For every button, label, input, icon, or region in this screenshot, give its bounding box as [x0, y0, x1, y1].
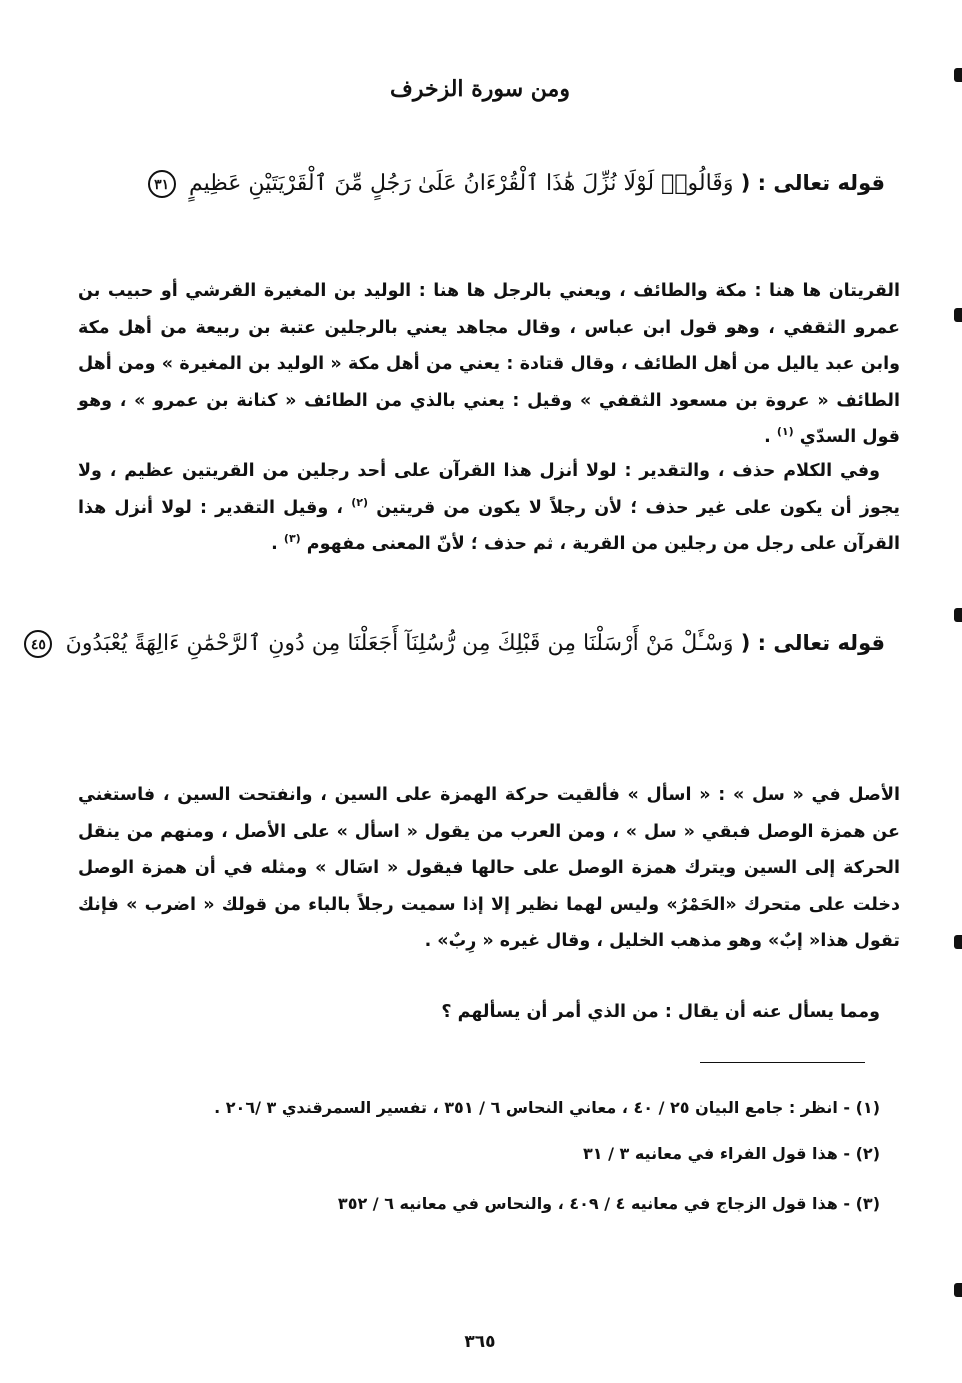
- ayah-number-marker: ٤٥: [24, 630, 52, 658]
- paragraph-tail: .: [271, 534, 278, 554]
- footnote-1: [160, 1098, 880, 1117]
- commentary-paragraph: [78, 453, 900, 563]
- verse-lead: قوله تعالى : (: [740, 171, 885, 195]
- paragraph-text: ومما يسأل عنه أن يقال : من الذي أمر أن يسألهم ؟: [441, 1002, 880, 1022]
- paragraph-tail: .: [764, 427, 771, 447]
- footnote-text: - هذا قول الزجاج في معانيه ٤ / ٤٠٩ ، والنحاس في معانيه ٦ / ٣٥٢: [337, 1194, 851, 1213]
- verse-line-31: [80, 170, 885, 198]
- commentary-paragraph: [78, 273, 900, 456]
- verse-lead: قوله تعالى : (: [740, 631, 885, 655]
- footnote-text: - انظر : جامع البيان ٢٥ / ٤٠ ، معاني النحاس ٦ / ٣٥١ ، تفسير السمرقندي ٣ /٢٠٦ .: [214, 1098, 851, 1117]
- edge-mark: [954, 68, 962, 82]
- edge-mark: [954, 1283, 962, 1297]
- commentary-paragraph: [78, 777, 900, 960]
- edge-mark: [954, 608, 962, 622]
- footnote-text: - هذا قول الفراء في معانيه ٣ / ٣١: [583, 1144, 851, 1163]
- page-header-title: ومن سورة الزخرف: [390, 76, 570, 102]
- footnote-number: (٣): [855, 1194, 880, 1213]
- footnote-number: (١): [855, 1098, 880, 1117]
- paragraph-text: الأصل في « سل » : « اسأل » فألقيت حركة الهمزة على السين ، وانفتحت السين ، فاستغني عن همزة الوصل فبقي « سل » ، ومن العرب من يقول « اسأل » على الأصل ، ومنهم من ينقل الحركة إلى السين ويترك همزة الوصل على حالها فيقول « اسَال » ومثله في أن همزة الوصل دخلت على متحرك «الحَمْرُ» وليس لهما نظير إلا إذا سميت رجلاً بالباء من قولك « اضرب » فإنك تقول هذا« إبٌ» وهو مذهب الخليل ، وقال غيره « رِبٌ» .: [78, 785, 900, 951]
- verse-line-45: [30, 630, 885, 658]
- footnote-ref: (١): [776, 425, 794, 439]
- edge-mark: [954, 935, 962, 949]
- quran-verse: وَسْـَٔلْ مَنْ أَرْسَلْنَا مِن قَبْلِكَ مِن رُّسُلِنَآ أَجَعَلْنَا مِن دُونِ ٱلرَّحْمَٰنِ ءَالِهَةً يُعْبَدُونَ: [65, 631, 734, 656]
- footnote-number: (٢): [855, 1144, 880, 1163]
- footnote-3: [160, 1194, 880, 1213]
- footnote-2: [160, 1144, 880, 1163]
- ayah-number-marker: ٣١: [148, 170, 176, 198]
- edge-mark: [954, 308, 962, 322]
- footnote-divider: [700, 1062, 865, 1063]
- paragraph-text: ، وقيل التقدير : لولا أنزل هذا القرآن على رجل من رجلين من القرية ، ثم حذف ؛ لأنّ المعنى مفهوم: [78, 497, 900, 554]
- paragraph-text: وفي الكلام حذف ، والتقدير : لولا أنزل هذا القرآن على أحد رجلين من القريتين عظيم ، ولا يجوز أن يكون على غير حذف ؛ لأن رجلاً لا يكون من قريتين: [78, 461, 901, 518]
- commentary-paragraph: [78, 994, 900, 1031]
- page-number: ٣٦٥: [464, 1332, 496, 1352]
- paragraph-text: القريتان ها هنا : مكة والطائف ، ويعني بالرجل ها هنا : الوليد بن المغيرة القرشي أو حبيب بن عمرو الثقفي ، وهو قول ابن عباس ، وقال مجاهد يعني بالرجلين عتبة بن ربيعة من أهل مكة وابن عبد ياليل من أهل الطائف ، وقال قتادة : يعني من أهل مكة « الوليد بن المغيرة » ومن أهل الطائف « عروة بن مسعود الثقفي » وقيل : يعني بالذي من الطائف « كنانة بن عمرو » ، وهو قول السدّي: [78, 281, 900, 447]
- quran-verse: وَقَالُوا۟ لَوْلَا نُزِّلَ هَٰذَا ٱلْقُرْءَانُ عَلَىٰ رَجُلٍ مِّنَ ٱلْقَرْيَتَيْنِ عَظِيمٍ: [188, 171, 734, 196]
- footnote-ref: (٣): [283, 532, 301, 546]
- footnote-ref: (٢): [351, 495, 369, 509]
